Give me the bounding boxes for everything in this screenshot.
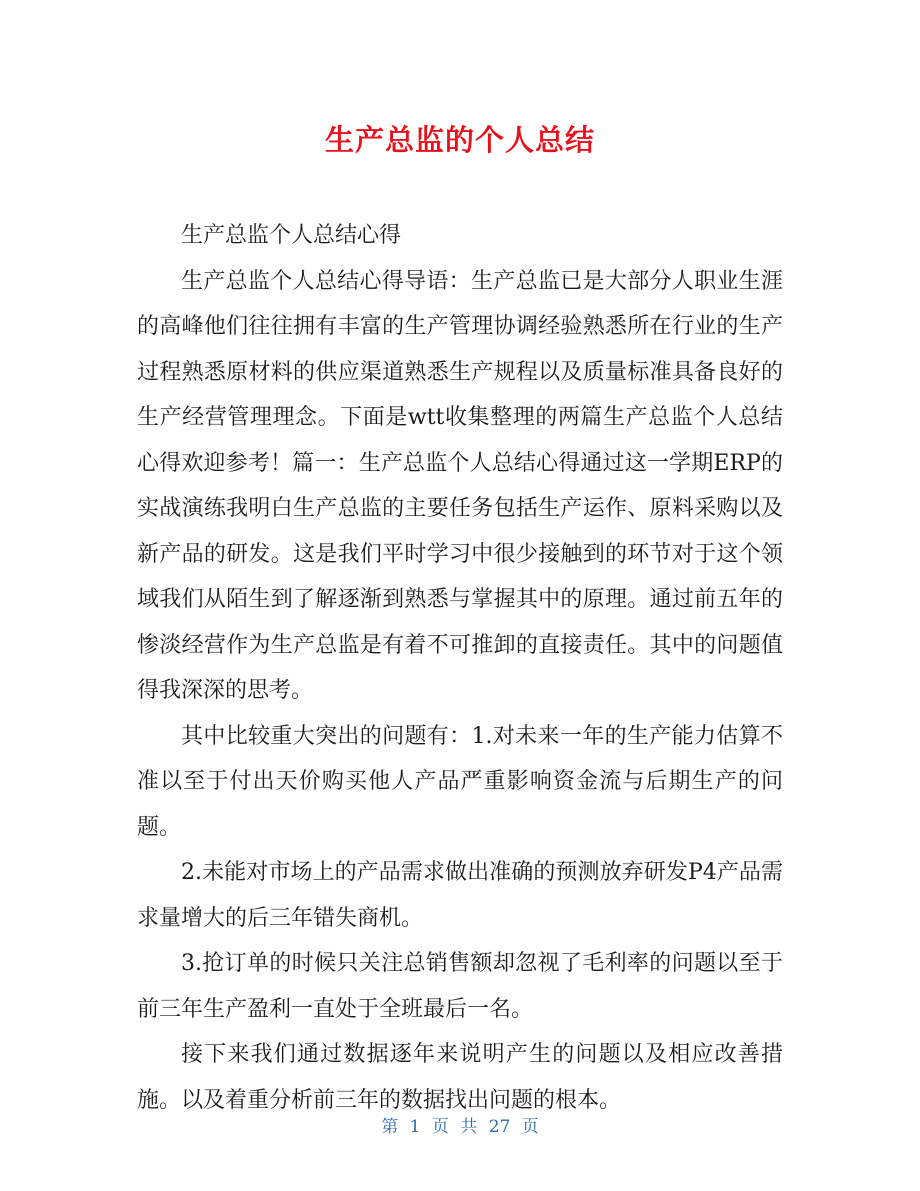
document-body [137,213,783,1123]
paragraph-item-3: 3.抢订单的时候只关注总销售额却忽视了毛利率的问题以至于前三年生产盈利一直处于全班最后一名。 [137,951,783,1022]
paragraph-problems: 其中比较重大突出的问题有：1.对未来一年的生产能力估算不准以至于付出天价购买他人产品严重影响资金流与后期生产的问题。 [137,723,783,840]
paragraph-intro: 生产总监个人总结心得导语：生产总监已是大部分人职业生涯的高峰他们往往拥有丰富的生产管理协调经验熟悉所在行业的生产过程熟悉原材料的供应渠道熟悉生产规程以及质量标准具备良好的生产经营管理理念。下面是wtt收集整理的两篇生产总监个人总结心得欢迎参考！篇一：生产总监个人总结心得通过这一学期ERP的实战演练我明白生产总监的主要任务包括生产运作、原料采购以及新产品的研发。这是我们平时学习中很少接触到的环节对于这个领域我们从陌生到了解逐渐到熟悉与掌握其中的原理。通过前五年的惨淡经营作为生产总监是有着不可推卸的直接责任。其中的问题值得我深深的思考。 [137,268,783,703]
document-title: 生产总监的个人总结 [324,123,595,157]
paragraph-next-steps: 接下来我们通过数据逐年来说明产生的问题以及相应改善措施。以及着重分析前三年的数据找出问题的根本。 [137,1042,783,1113]
page-number-footer: 第 1 页 共 27 页 [381,1117,539,1137]
paragraph-item-2: 2.未能对市场上的产品需求做出准确的预测放弃研发P4产品需求量增大的后三年错失商机。 [137,860,783,931]
paragraph-subtitle: 生产总监个人总结心得 [181,223,402,248]
